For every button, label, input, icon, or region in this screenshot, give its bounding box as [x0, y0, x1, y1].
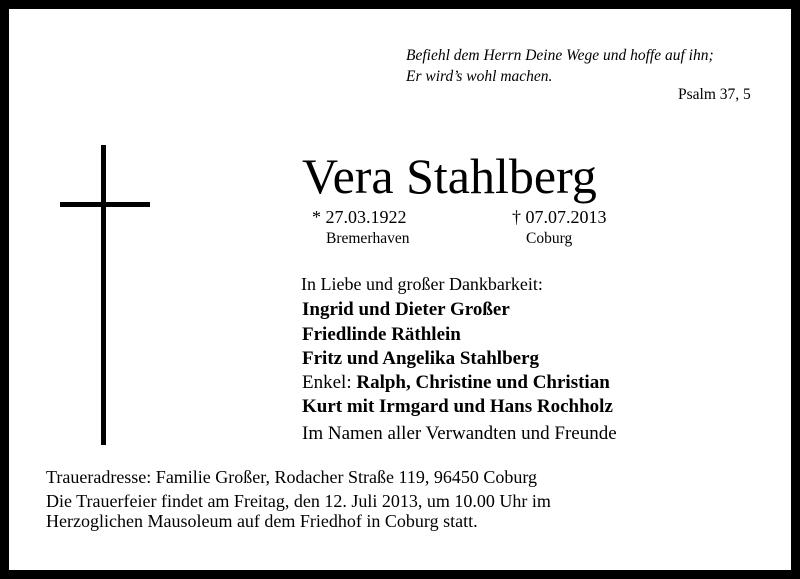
deceased-name: Vera Stahlberg: [302, 148, 597, 204]
mourner-line-3: Fritz und Angelika Stahlberg: [302, 348, 539, 369]
mourner-line-2: Friedlinde Räthlein: [302, 324, 461, 345]
ceremony-info: [46, 491, 551, 531]
bible-verse: [406, 45, 714, 87]
death-date: † 07.07.2013: [512, 207, 607, 227]
cross-icon-vertical-bar: [101, 145, 106, 445]
death-place: Coburg: [526, 230, 573, 247]
verse-reference: Psalm 37, 5: [678, 86, 751, 103]
mourners-intro: In Liebe und großer Dankbarkeit:: [301, 274, 543, 294]
grandchildren-names: Ralph, Christine und Christian: [356, 372, 610, 393]
obituary-card: [9, 9, 791, 570]
ceremony-line-1: Die Trauerfeier findet am Freitag, den 12. Juli 2013, um 10.00 Uhr im: [46, 491, 551, 511]
mourner-line-5: Kurt mit Irmgard und Hans Rochholz: [302, 396, 613, 417]
verse-line-2: Er wird’s wohl machen.: [406, 68, 553, 85]
mourner-line-grandchildren: [302, 372, 610, 394]
mourning-address: Traueradresse: Familie Großer, Rodacher Straße 119, 96450 Coburg: [46, 467, 538, 487]
verse-line-1: Befiehl dem Herrn Deine Wege und hoffe auf ihn;: [406, 47, 714, 64]
cross-icon-horizontal-bar: [60, 202, 150, 207]
relatives-line: Im Namen aller Verwandten und Freunde: [302, 423, 617, 444]
birth-place: Bremerhaven: [326, 230, 410, 247]
mourner-line-1: Ingrid und Dieter Großer: [302, 299, 510, 320]
birth-date: * 27.03.1922: [312, 207, 407, 227]
grandchildren-label: Enkel:: [302, 372, 352, 393]
ceremony-line-2: Herzoglichen Mausoleum auf dem Friedhof in Coburg statt.: [46, 511, 478, 531]
